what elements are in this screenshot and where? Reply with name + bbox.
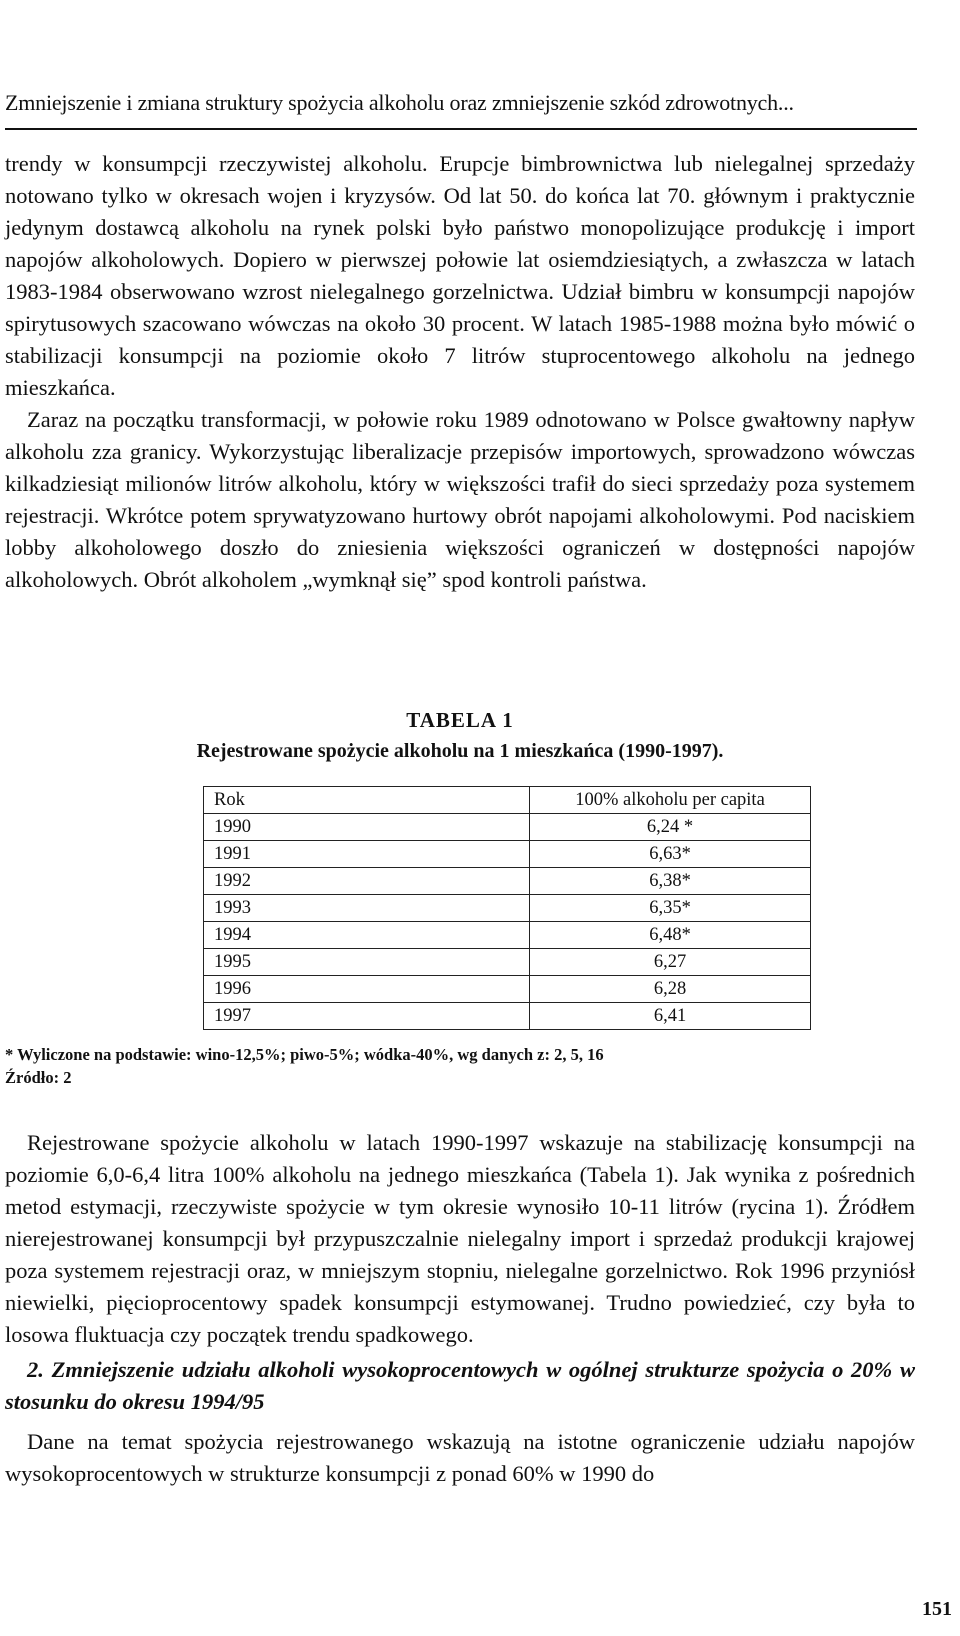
paragraph-2: Zaraz na początku transformacji, w połowie roku 1989 odnotowano w Polsce gwałtowny napływ alkoholu zza granicy. Wykorzystując liberalizacje przepisów importowych, sprowadzono wówczas kilkadziesiąt milionów litrów alkoholu, który w większości trafił do sieci sprzedaży poza systemem rejestracji. Wkrótce potem sprywatyzowano hurtowy obrót napojami alkoholowymi. Pod naciskiem lobby alkoholowego doszło do zniesienia większości ograniczeń w dostępności napojów alkoholowych. Obrót alkoholem „wymknął się” spod kontroli państwa. bbox=[5, 407, 915, 592]
table-row bbox=[204, 976, 811, 1003]
table-cell-year: 1993 bbox=[204, 895, 530, 922]
section-heading bbox=[5, 1354, 915, 1418]
table-cell-value: 6,41 bbox=[530, 1003, 811, 1030]
table-row bbox=[204, 922, 811, 949]
table-header-row bbox=[204, 787, 811, 814]
table-footnote: * Wyliczone na podstawie: wino-12,5%; piwo-5%; wódka-40%, wg danych z: 2, 5, 16 bbox=[5, 1045, 604, 1064]
paragraph-3: Rejestrowane spożycie alkoholu w latach 1990-1997 wskazuje na stabilizację konsumpcji na poziomie 6,0-6,4 litra 100% alkoholu na jednego mieszkańca (Tabela 1). Jak wynika z pośrednich metod estymacji, rzeczywiste spożycie w tym okresie wynosiło 10-11 litrów (rycina 1). Źródłem nierejestrowanej konsumpcji był przypuszczalnie nielegalny import i sprzedaż produkcji krajowej poza systemem rejestracji oraz, w mniejszym stopniu, nielegalne gorzelnictwo. Rok 1996 przyniósł niewielki, pięcioprocentowy spadek konsumpcji estymowanej. Trudno powiedzieć, czy była to losowa fluktuacja czy początek trendu spadkowego. bbox=[5, 1130, 915, 1347]
body-text-middle bbox=[5, 1127, 915, 1351]
table-cell-value: 6,48* bbox=[530, 922, 811, 949]
table-cell-year: 1990 bbox=[204, 814, 530, 841]
table-row bbox=[204, 868, 811, 895]
header-rule bbox=[5, 128, 917, 130]
section-number: 2. bbox=[27, 1357, 44, 1382]
page-number: 151 bbox=[922, 1598, 952, 1620]
body-text-bottom bbox=[5, 1426, 915, 1490]
table-cell-value: 6,24 * bbox=[530, 814, 811, 841]
table-cell-year: 1991 bbox=[204, 841, 530, 868]
table-row bbox=[204, 895, 811, 922]
table-row bbox=[204, 949, 811, 976]
table-cell-year: 1994 bbox=[204, 922, 530, 949]
table-number: TABELA 1 bbox=[406, 708, 514, 732]
table-header-alcohol: 100% alkoholu per capita bbox=[530, 787, 811, 814]
table-row bbox=[204, 841, 811, 868]
table-cell-value: 6,35* bbox=[530, 895, 811, 922]
consumption-table bbox=[203, 786, 811, 1030]
running-head: Zmniejszenie i zmiana struktury spożycia alkoholu oraz zmniejszenie szkód zdrowotnych... bbox=[5, 90, 794, 115]
table-source: Źródło: 2 bbox=[5, 1068, 72, 1087]
paragraph-1: trendy w konsumpcji rzeczywistej alkoholu. Erupcje bimbrownictwa lub nielegalnej sprzedaży notowano tylko w okresach wojen i kryzysów. Od lat 50. do końca lat 70. głównym i praktycznie jedynym dostawcą alkoholu na rynek polski było państwo monopolizujące produkcję i import napojów alkoholowych. Dopiero w pierwszej połowie lat osiemdziesiątych, a zwłaszcza w latach 1983-1984 obserwowano wzrost nielegalnego gorzelnictwa. Udział bimbru w konsumpcji napojów spirytusowych szacowano wówczas na około 30 procent. W latach 1985-1988 można było mówić o stabilizacji konsumpcji na poziomie około 7 litrów stuprocentowego alkoholu na jednego mieszkańca. bbox=[5, 151, 915, 400]
table-cell-year: 1992 bbox=[204, 868, 530, 895]
table-row bbox=[204, 814, 811, 841]
paragraph-4: Dane na temat spożycia rejestrowanego wskazują na istotne ograniczenie udziału napojów wysokoprocentowych w strukturze konsumpcji z ponad 60% w 1990 do bbox=[5, 1429, 915, 1486]
table-cell-value: 6,63* bbox=[530, 841, 811, 868]
table-row bbox=[204, 1003, 811, 1030]
table-cell-year: 1995 bbox=[204, 949, 530, 976]
table-title: Rejestrowane spożycie alkoholu na 1 mieszkańca (1990-1997). bbox=[196, 740, 724, 762]
body-text-top bbox=[5, 148, 915, 596]
table-cell-year: 1996 bbox=[204, 976, 530, 1003]
table-cell-value: 6,27 bbox=[530, 949, 811, 976]
table-header-year: Rok bbox=[204, 787, 530, 814]
section-title: Zmniejszenie udziału alkoholi wysokoprocentowych w ogólnej strukturze spożycia o 20% w stosunku do okresu 1994/95 bbox=[5, 1357, 916, 1414]
table-cell-year: 1997 bbox=[204, 1003, 530, 1030]
table-cell-value: 6,38* bbox=[530, 868, 811, 895]
table-cell-value: 6,28 bbox=[530, 976, 811, 1003]
